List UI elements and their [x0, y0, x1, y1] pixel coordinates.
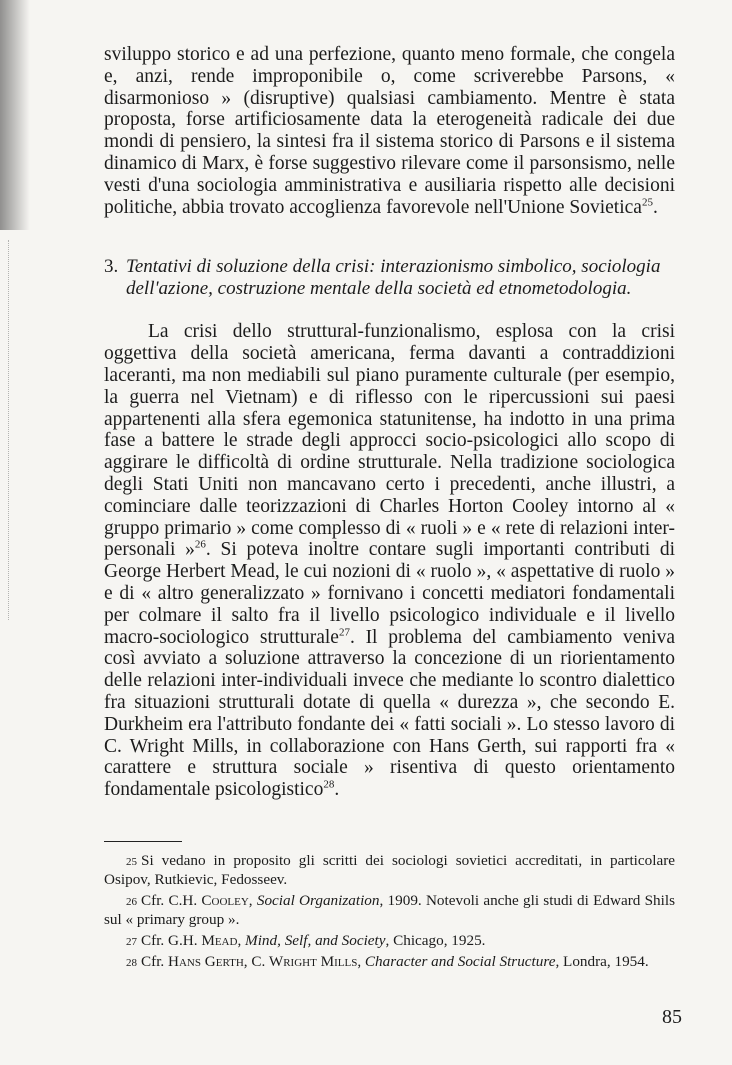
- footnote-prefix: Cfr. C.H.: [141, 891, 202, 909]
- paragraph-1-end: .: [652, 196, 658, 218]
- paragraph-2-part-a: La crisi dello struttural-funzionalismo, esplosa con la crisi oggettiva della società americana, ferma davanti a contraddizioni laceranti, ma non mediabili sul piano puramente culturale (per esempio, la guerra nel Vietnam) e di riflesso con le ripercussioni sui paesi appartenenti alla sfera egemonica statunitense, ha indotto in una prima fase a battere le strade degli approcci socio-psicologici allo scopo di aggirare le difficoltà di ordine strutturale. Nella tradizione sociologica degli Stati Uniti non mancavano certo i precedenti, anche illustri, a cominciare dalle teorizzazioni di Charles Horton Cooley intorno al « gruppo primario » come complesso di « ruoli » e « rete di relazioni inter-personali »: [104, 321, 675, 561]
- footnote-number: 27: [126, 935, 137, 948]
- footnote-prefix: Cfr. G.H.: [141, 931, 202, 949]
- footnote-author: Hans Gerth, C. Wright Mills: [168, 953, 358, 971]
- footnote-number: 26: [126, 895, 137, 908]
- footnote-27: [104, 932, 675, 952]
- section-number: 3.: [104, 256, 119, 278]
- paragraph-1-text: sviluppo storico e ad una perfezione, quanto meno formale, che congela e, anzi, rende improponibile o, come scriverebbe Parsons, « disarmonioso » (disruptive) qualsiasi cambiamento. Mentre è stata proposta, forse artificiosamente data la eterogeneità radicale dei due mondi di pensiero, la sintesi fra il sistema storico di Parsons e il sistema dinamico di Marx, è forse suggestivo rilevare come il parsonsismo, nelle vesti d'una sociologia amministrativa e ausiliaria rispetto alle decisioni politiche, abbia trovato accoglienza favorevole nell'Unione Sovietica: [104, 44, 675, 218]
- footnote-ref-28[interactable]: 28: [323, 778, 335, 791]
- binding-dots: [8, 240, 15, 620]
- footnote-author: Mead: [201, 931, 238, 949]
- footnote-prefix: Cfr.: [141, 953, 169, 971]
- page-body: [104, 44, 675, 975]
- footnote-25: [104, 852, 675, 890]
- footnote-author: Cooley: [201, 891, 249, 909]
- paragraph-2-part-b: . Si poteva inoltre contare sugli importanti contributi di George Herbert Mead, le cui nozioni di « ruolo », « aspettative di ruolo » e di « altro generalizzato » fornivano i concetti mediatori fondamentali per colmare il salto fra il livello psicologico individuale e il livello macro-sociologico strutturale: [104, 539, 675, 648]
- paragraph-2-part-d: .: [334, 779, 340, 801]
- paragraph-1: [104, 44, 675, 218]
- footnote-title: Mind, Self, and Society: [245, 931, 386, 949]
- section-heading: [104, 256, 675, 299]
- footnote-divider: [104, 841, 182, 842]
- paragraph-2: [104, 321, 675, 801]
- footnote-suffix: , Chicago, 1925.: [385, 931, 486, 949]
- page-number: 85: [662, 1006, 682, 1028]
- binding-shadow: [0, 0, 30, 230]
- footnote-sep: ,: [237, 931, 246, 949]
- footnote-sep: ,: [248, 891, 257, 909]
- paragraph-2-part-c: . Il problema del cambiamento veniva così avviato a soluzione attraverso la concezione di un riorientamento delle relazioni inter-individuali invece che mediante lo scontro dialettico fra situazioni strutturali dotate di quella « durezza », che secondo E. Durkheim era l'attributo fondante dei « fatti sociali ». Lo stesso lavoro di C. Wright Mills, in collaborazione con Hans Gerth, sui rapporti fra « carattere e struttura sociale » risentiva di questo orientamento fondamentale psicologistico: [104, 626, 675, 801]
- footnote-suffix: , 1909. Notevoli anche gli studi di Edward Shils sul « primary group ».: [104, 891, 675, 929]
- footnote-ref-25[interactable]: 25: [641, 196, 653, 209]
- footnote-text: Si vedano in proposito gli scritti dei sociologi sovietici accreditati, in particolare Osipov, Rutkievic, Fedosseev.: [104, 851, 675, 889]
- footnote-28: [104, 953, 675, 973]
- footnote-sep: ,: [357, 953, 365, 971]
- section-title: Tentativi di soluzione della crisi: interazionismo simbolico, sociologia dell'azione, costruzione mentale della società ed etnometodologia.: [126, 256, 661, 299]
- footnote-number: 25: [126, 855, 137, 868]
- footnote-suffix: , Londra, 1954.: [555, 953, 649, 971]
- footnote-26: [104, 892, 675, 930]
- footnote-ref-27[interactable]: 27: [338, 626, 350, 639]
- footnotes: [104, 852, 675, 973]
- footnote-ref-26[interactable]: 26: [194, 538, 206, 551]
- footnote-number: 28: [126, 957, 137, 970]
- footnote-title: Character and Social Structure: [364, 953, 556, 971]
- footnote-title: Social Organization: [256, 891, 380, 909]
